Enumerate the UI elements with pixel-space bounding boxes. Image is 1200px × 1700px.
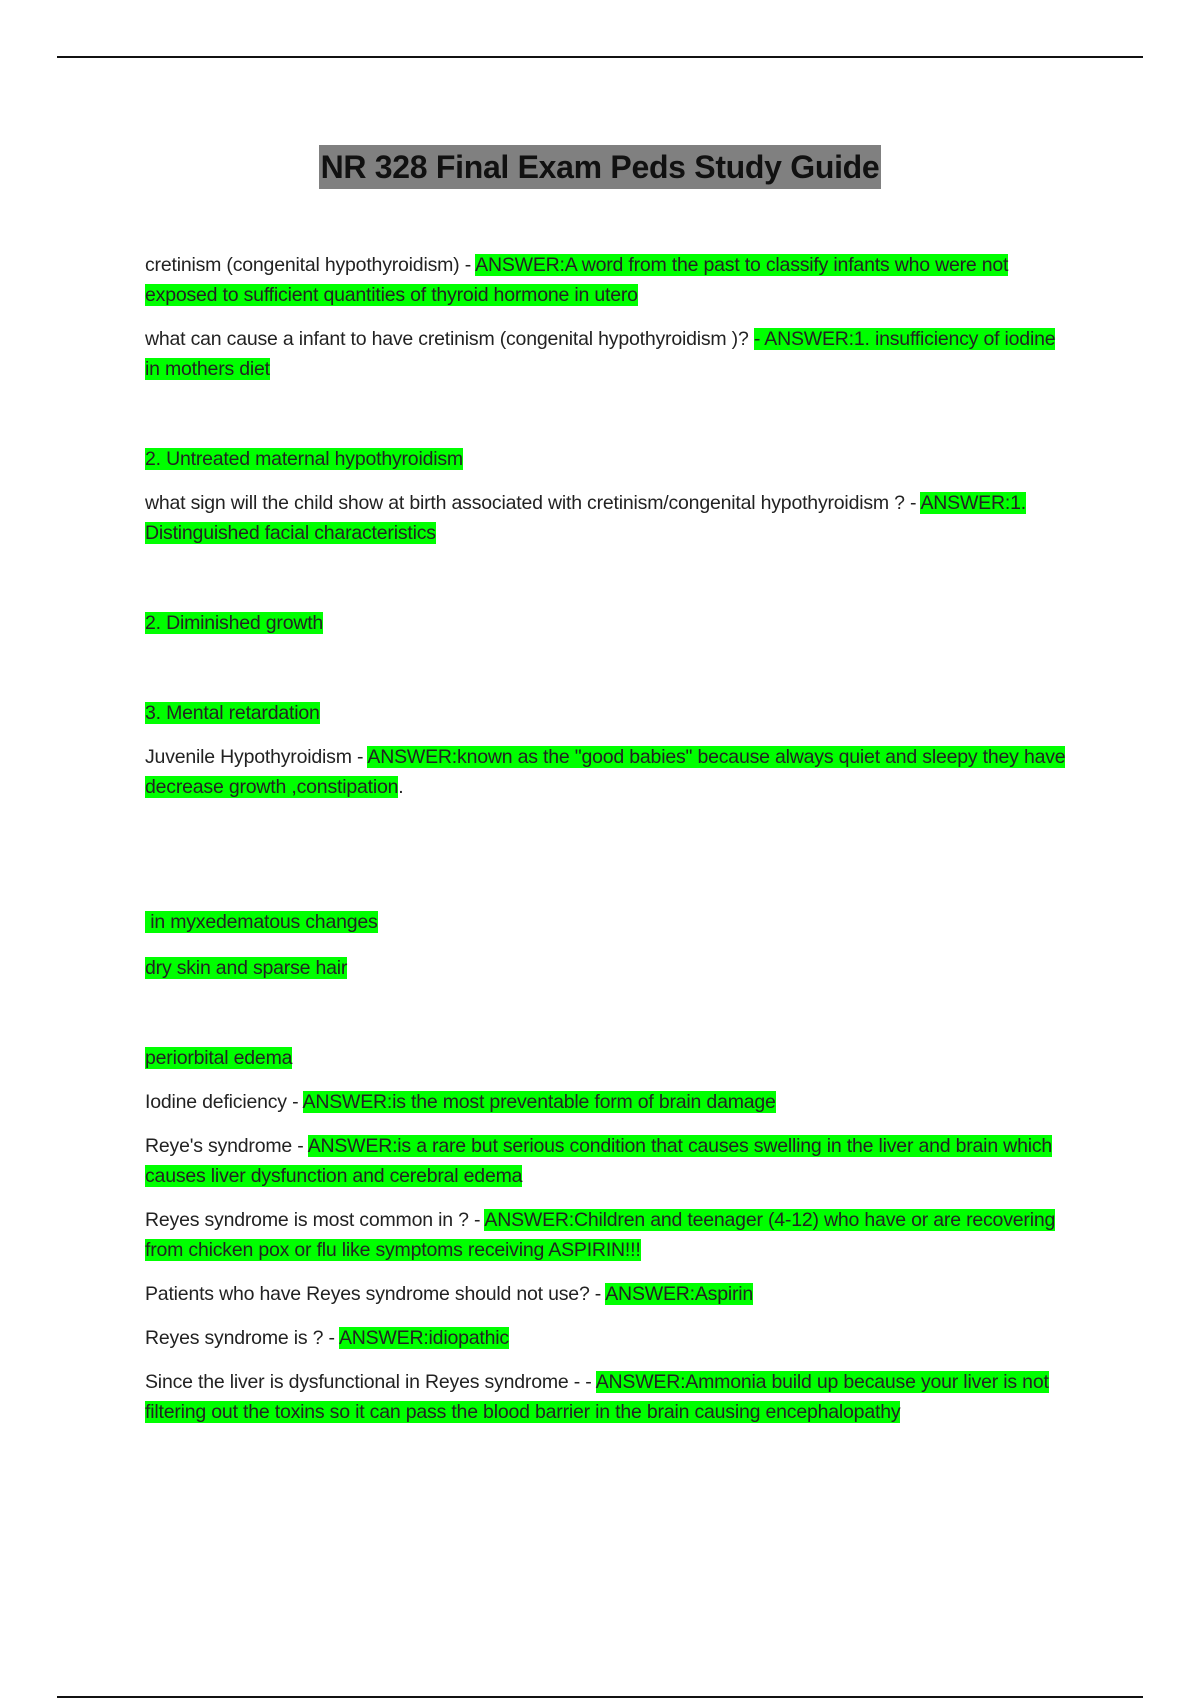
question-text: Juvenile Hypothyroidism - [145,746,368,768]
spacer [145,937,1075,953]
question-text: Since the liver is dysfunctional in Reyes syndrome - - [145,1371,596,1393]
spacer [145,548,1075,608]
answer-text: periorbital edema [145,1047,293,1069]
spacer [145,1117,1075,1131]
question-text: Reyes syndrome is ? - [145,1327,339,1349]
question-text: Reyes syndrome is most common in ? - [145,1209,485,1231]
answer-text: ANSWER:Ammonia build up because your liver is not filtering out the toxins so it can pass the blood barrier in the brain causing encephalopathy [145,1371,1049,1423]
answer-text: 2. Untreated maternal hypothyroidism [145,448,463,470]
entry-iodine-deficiency [145,1087,1075,1117]
answer-text: dry skin and sparse hair [145,957,348,979]
question-text: what sign will the child show at birth associated with cretinism/congenital hypothyroidism ? - [145,492,921,514]
answer-continuation [145,907,1075,937]
spacer [145,1265,1075,1279]
answer-text: ANSWER:known as the "good babies" because always quiet and sleepy they have decrease growth ,constipation [145,746,1066,798]
spacer [145,983,1075,1043]
question-text: what can cause a infant to have cretinism (congenital hypothyroidism )? [145,328,754,350]
title-container [0,145,1200,189]
answer-continuation [145,444,1075,474]
spacer [145,1353,1075,1367]
answer-text: in myxedematous changes [145,911,378,933]
spacer [145,474,1075,488]
entry-cretinism [145,250,1075,310]
entry-cretinism-causes [145,324,1075,384]
answer-text: ANSWER:Children and teenager (4-12) who have or are recovering from chicken pox or flu like symptoms receiving ASPIRIN!!! [145,1209,1056,1261]
top-rule [57,56,1143,58]
entry-reyes-is [145,1323,1075,1353]
answer-continuation [145,608,1075,638]
entry-birth-signs [145,488,1075,548]
answer-text: 2. Diminished growth [145,612,324,634]
answer-continuation [145,698,1075,728]
spacer [145,802,1075,907]
entry-reyes-avoid [145,1279,1075,1309]
entry-juvenile-hypothyroidism [145,742,1075,802]
question-text: Reye's syndrome - [145,1135,308,1157]
trailing-punctuation: . [398,776,404,798]
answer-text: ANSWER:1. Distinguished facial characteristics [145,492,1026,544]
answer-text: ANSWER:Aspirin [605,1283,754,1305]
spacer [145,1309,1075,1323]
answer-continuation [145,1043,1075,1073]
document-title: NR 328 Final Exam Peds Study Guide [319,145,882,189]
spacer [145,1073,1075,1087]
spacer [145,728,1075,742]
answer-text: 3. Mental retardation [145,702,320,724]
question-text: Patients who have Reyes syndrome should not use? - [145,1283,606,1305]
spacer [145,638,1075,698]
entry-reyes-liver [145,1367,1075,1427]
spacer [145,310,1075,324]
answer-text: ANSWER:is a rare but serious condition that causes swelling in the liver and brain which causes liver dysfunction and cerebral edema [145,1135,1053,1187]
answer-text: ANSWER:idiopathic [338,1327,509,1349]
answer-text: ANSWER:A word from the past to classify infants who were not exposed to sufficient quantities of thyroid hormone in utero [145,254,1009,306]
answer-text: ANSWER:is the most preventable form of brain damage [302,1091,776,1113]
entry-reyes-common [145,1205,1075,1265]
question-text: Iodine deficiency - [145,1091,303,1113]
entry-reyes-syndrome [145,1131,1075,1191]
answer-continuation [145,953,1075,983]
document-body [145,250,1075,1427]
bottom-rule [57,1696,1143,1698]
answer-text: - ANSWER:1. insufficiency of iodine in mothers diet [145,328,1056,380]
spacer [145,1191,1075,1205]
spacer [145,384,1075,444]
question-text: cretinism (congenital hypothyroidism) - [145,254,476,276]
